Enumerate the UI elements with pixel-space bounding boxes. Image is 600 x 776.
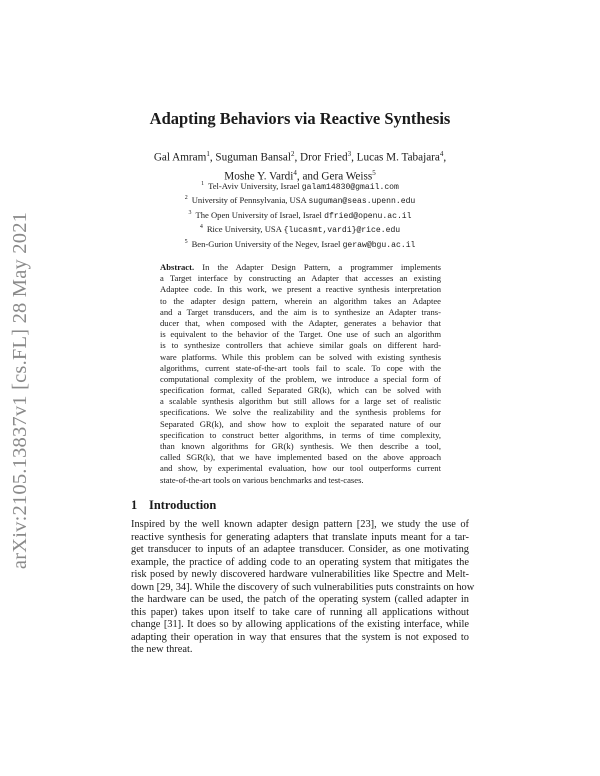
author-name: Suguman Bansal	[215, 151, 291, 164]
affiliation-institution: Ben-Gurion University of the Negev, Israel	[191, 238, 343, 249]
abstract-line	[160, 329, 441, 340]
affiliation-list	[150, 179, 450, 251]
abstract-line	[160, 340, 441, 351]
abstract-line-text: Separated GR(k), and show how to exploit the separated nature of our	[160, 418, 441, 429]
intro-line: adapting their operation in way that ensures that the system is not exposed to	[131, 631, 469, 643]
author-name: Gera Weiss	[321, 170, 373, 183]
abstract-line	[160, 352, 441, 363]
abstract-line-text: In the Adapter Design Pattern, a programmer implements	[202, 262, 442, 272]
section-title: Introduction	[149, 498, 217, 512]
abstract-line	[160, 463, 441, 474]
intro-line: reactive synthesis for generating adapters that translate inputs meant for a tar-	[131, 531, 469, 543]
affiliation-item	[150, 179, 450, 193]
author-name: Moshe Y. Vardi	[224, 170, 294, 183]
author-separator: , and	[296, 170, 322, 183]
author-separator: ,	[294, 151, 301, 164]
affiliation-item	[150, 193, 450, 207]
author-affiliation-mark: 5	[372, 168, 376, 177]
author-separator: ,	[209, 151, 216, 164]
affiliation-institution: University of Pennsylvania, USA	[191, 195, 309, 206]
intro-line: get transducer to inputs of an adaptee transducer. Consider, as one motivating	[131, 544, 469, 555]
author-name: Lucas M. Tabajara	[356, 151, 440, 164]
abstract-line-text: state-of-the-art tools on various benchmarks and test-cases.	[160, 474, 364, 485]
abstract-line	[160, 318, 441, 329]
abstract-line	[160, 273, 441, 284]
intro-line: this paper) takes upon itself to take care of running all applications without	[131, 606, 469, 618]
intro-line: down [29, 34]. While the discovery of such vulnerabilities puts constraints on how	[131, 581, 475, 593]
abstract-line-text: is to synthesize controllers that achieve similar goals on different hard-	[160, 340, 441, 351]
abstract-line	[160, 396, 441, 407]
abstract-line-text: and a Target transducers, and the aim is to synthesize an Adapter trans-	[160, 306, 441, 317]
abstract-line-text: specifications. We solve the realizability and the synthesis problems for	[160, 407, 441, 418]
affiliation-item	[150, 222, 450, 236]
affiliation-number: 4	[199, 224, 203, 231]
abstract-line	[160, 430, 441, 441]
author-affiliation-mark: 4	[439, 150, 444, 158]
affiliation-email: dfried@openu.ac.il	[324, 211, 412, 221]
abstract-line-text: than known algorithms for GR(k) synthesis. We then describe a tool,	[160, 441, 441, 451]
intro-line: the hardware can be used, the patch of the operating system (called adapter in	[131, 594, 469, 605]
abstract-line	[160, 284, 441, 295]
affiliation-email: galam14830@gmail.com	[301, 182, 399, 192]
abstract-line	[160, 307, 441, 318]
affiliation-institution: The Open University of Israel, Israel	[195, 209, 325, 220]
abstract-line	[160, 262, 441, 273]
author-separator: ,	[351, 151, 357, 164]
affiliation-email: geraw@bgu.ac.il	[342, 240, 416, 250]
author-affiliation-mark: 1	[206, 150, 210, 158]
affiliation-item	[150, 208, 450, 222]
section-heading	[131, 498, 216, 513]
abstract-line-text: algorithms, current state-of-the-art tools fail to scale. To cope with the	[160, 362, 441, 373]
abstract-line-text: and show, by experimental evaluation, how our tool outperforms current	[160, 463, 441, 474]
intro-line: change [31]. It does so by allowing applications of the existing interface, while	[131, 619, 469, 630]
arxiv-id-text: arXiv:2105.13837v1 [cs.FL] 28 May 2021	[9, 211, 32, 569]
abstract-line	[160, 407, 441, 418]
affiliation-number: 2	[184, 195, 188, 202]
author-affiliation-mark: 3	[347, 150, 352, 158]
abstract-line	[160, 441, 441, 452]
abstract-line	[160, 452, 441, 463]
affiliation-number: 5	[184, 238, 188, 245]
abstract-line	[160, 419, 441, 430]
intro-line: example, the practice of adding code to an operating system that mitigates the	[131, 556, 469, 568]
abstract-line-text: is equivalent to the behavior of the Target. One use of such an algorithm	[160, 329, 441, 340]
abstract-line	[160, 374, 441, 385]
abstract-line-text: ware platforms. While this problem can be solved with existing synthesis	[160, 351, 441, 362]
abstract-line-text: Adaptee code. In this work, we present a reactive synthesis interpretation	[160, 284, 441, 295]
abstract-line	[160, 363, 441, 374]
abstract-line	[160, 296, 441, 307]
affiliation-email: {lucasmt,vardi}@rice.edu	[283, 226, 401, 236]
intro-line: the new threat.	[131, 644, 193, 655]
abstract-line-text: a Target interface by constructing an Adapter that accesses an existing	[160, 273, 441, 284]
author-separator: ,	[443, 151, 447, 164]
intro-paragraph	[131, 519, 475, 657]
affiliation-email: suguman@seas.upenn.edu	[308, 197, 416, 207]
abstract-line-text: ducer that, when composed with the Adapter, generates a behavior that	[160, 317, 441, 328]
affiliation-institution: Rice University, USA	[206, 224, 284, 235]
intro-line: Inspired by the well known adapter design pattern [23], we study the use of	[131, 519, 469, 530]
abstract-block	[160, 262, 441, 486]
affiliation-institution: Tel-Aviv University, Israel	[208, 180, 302, 191]
abstract-line-text: to the adapter design pattern, wherein an algorithm takes an Adaptee	[160, 295, 441, 306]
paper-title: Adapting Behaviors via Reactive Synthesis	[149, 109, 451, 128]
abstract-line-text: specification format, called Separated GR(k), which can be solved with	[160, 385, 441, 396]
author-affiliation-mark: 2	[290, 150, 295, 158]
author-name: Dror Fried	[300, 151, 348, 164]
abstract-line	[160, 385, 441, 396]
abstract-line-text: called SGR(k), that we have implemented based on the above approach	[160, 452, 441, 463]
intro-line: risk posed by newly discovered hardware vulnerabilities like Spectre and Melt-	[131, 569, 469, 580]
author-name: Gal Amram	[153, 151, 207, 164]
abstract-label: Abstract.	[160, 262, 195, 272]
author-affiliation-mark: 4	[293, 168, 297, 177]
abstract-line-text: specification to construct better algorithms, in terms of time complexity,	[160, 429, 441, 440]
affiliation-item	[150, 237, 450, 251]
section-number: 1	[131, 498, 138, 512]
abstract-line	[160, 475, 441, 486]
affiliation-number: 3	[188, 209, 192, 216]
abstract-line-text: a scalable synthesis algorithm but still allows for a large set of realistic	[160, 396, 441, 407]
affiliation-number: 1	[201, 181, 205, 187]
abstract-line-text: computational complexity of the problem, we introduce a special form of	[160, 373, 441, 384]
arxiv-identifier	[3, 200, 39, 580]
